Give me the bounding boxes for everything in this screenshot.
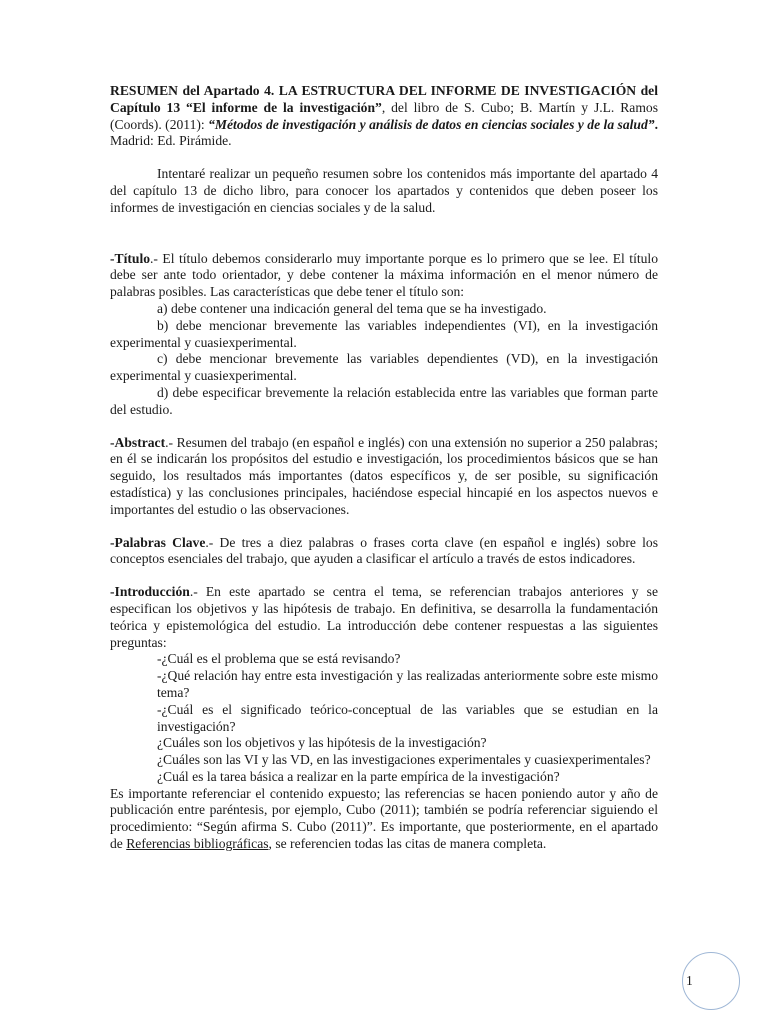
titulo-item-d: d) debe especificar brevemente la relación establecida entre las variables que forman parte del estudio. — [110, 384, 658, 417]
question-5: ¿Cuáles son las VI y las VD, en las investigaciones experimentales y cuasiexperimentales? — [157, 752, 651, 768]
question-3: -¿Cuál es el significado teórico-conceptual de las variables que se estudian en la investigación? — [157, 701, 658, 734]
palabras-section — [110, 535, 658, 569]
titulo-label: -Título — [110, 250, 151, 266]
heading-title: RESUMEN del Apartado 4. LA ESTRUCTURA DEL INFORME DE INVESTIGACIÓN del Capítulo 13 “El informe de la investigación” — [110, 83, 658, 115]
question-4: ¿Cuáles son los objetivos y las hipótesis de la investigación? — [157, 735, 487, 751]
question-2: -¿Qué relación hay entre esta investigación y las realizadas anteriormente sobre este mismo tema? — [157, 668, 658, 700]
palabras-label: -Palabras Clave — [110, 534, 206, 550]
abstract-label: -Abstract — [110, 434, 166, 450]
palabras-text: .- De tres a diez palabras o frases corta clave (en español e inglés) sobre los conceptos esenciales del trabajo, que ayuden a clasificar el artículo a través de estos indicadores. — [110, 534, 658, 567]
titulo-item-c: c) debe mencionar brevemente las variables dependientes (VD), en la investigación experimental y cuasiexperimental. — [110, 351, 658, 384]
heading-citation: , del libro de S. Cubo; B. Martín y J.L. Ramos (Coords). (2011): — [110, 99, 658, 132]
titulo-item-a: a) debe contener una indicación general del tema que se ha investigado. — [157, 300, 547, 316]
references-text-2: , se referencien todas las citas de manera completa. — [268, 836, 547, 852]
intro-paragraph: Intentaré realizar un pequeño resumen sobre los contenidos más importante del apartado 4 del capítulo 13 de dicho libro, para conocer los apartados y contenidos que deben poseer los informes de investigación en ciencias sociales y de la salud. — [110, 166, 658, 215]
introduccion-text: .- En este apartado se centra el tema, se referencian trabajos anteriores y se especifican los objetivos y las hipótesis de trabajo. En definitiva, se desarrolla la fundamentación teórica y epistemológica del estudio. La introducción debe contener respuestas a las siguientes preguntas: — [110, 584, 658, 650]
document-body — [110, 83, 658, 853]
question-1: -¿Cuál es el problema que se está revisando? — [157, 651, 401, 667]
references-text-1: Es importante referenciar el contenido expuesto; las referencias se hacen poniendo autor y año de publicación entre paréntesis, por ejemplo, Cubo (2011); también se podría referenciar siguiendo el procedimiento: “Según afirma S. Cubo (2011)”. Es importante, que posteriormente, en el apartado de — [110, 785, 658, 852]
references-paragraph — [110, 786, 658, 853]
abstract-section — [110, 435, 658, 519]
titulo-item-b: b) debe mencionar brevemente las variables independientes (VI), en la investigación experimental y cuasiexperimental. — [110, 317, 658, 350]
references-link: Referencias bibliográficas — [126, 836, 269, 852]
book-title: “Métodos de investigación y análisis de datos en ciencias sociales y de la salud” — [208, 116, 655, 132]
introduccion-section — [110, 584, 658, 651]
question-6: ¿Cuál es la tarea básica a realizar en la parte empírica de la investigación? — [157, 768, 560, 784]
titulo-text: .- El título debemos considerarlo muy importante porque es lo primero que se lee. El título debe ser ante todo orientador, y debe contener la máxima información en el menor número de palabras posibles. Las características que debe tener el título son: — [110, 250, 658, 300]
heading-publisher: Madrid: Ed. Pirámide. — [110, 133, 232, 149]
introduccion-label: -Introducción — [110, 584, 190, 600]
titulo-section — [110, 251, 658, 301]
document-heading — [110, 83, 658, 150]
abstract-text: .- Resumen del trabajo (en español e inglés) con una extensión no superior a 250 palabras; en él se indicarán los propósitos del estudio e investigación, los procedimientos básicos que se han seguido, los resultados más importantes (datos específicos y, de ser posible, su significación estadística) y las conclusiones principales, haciéndose especial hincapié en los aspectos nuevos e importantes del estudio o las observaciones. — [110, 434, 658, 517]
heading-period: . — [654, 116, 658, 132]
page-number: 1 — [686, 973, 693, 988]
